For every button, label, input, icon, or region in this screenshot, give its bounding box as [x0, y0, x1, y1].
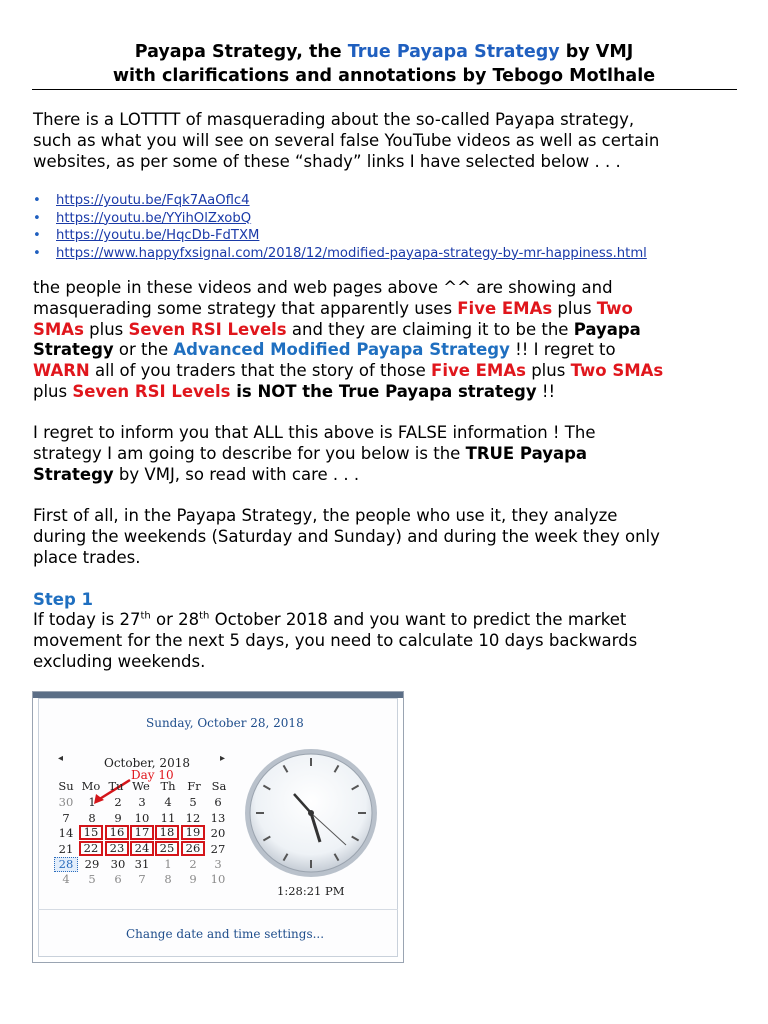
calendar-day[interactable]: 8 — [88, 811, 96, 825]
list-item: • https://youtu.be/YYihOlZxobQ — [33, 210, 252, 226]
analog-clock-icon — [242, 746, 380, 880]
weekday-header: Sa — [211, 779, 227, 793]
weekday-header: Su — [58, 779, 74, 793]
next-month-icon[interactable]: ▸ — [220, 753, 226, 764]
document-title-line2: with clarifications and annotations by Tebogo Motlhale — [112, 66, 656, 86]
list-item: • https://youtu.be/HqcDb-FdTXM — [33, 228, 260, 243]
step-1-paragraph: If today is 27th or 28th October 2018 and you want to predict the market movement for the next 5 days, you need to calculate 10 days backwards excluding weekends. — [33, 610, 638, 671]
calendar-day[interactable]: 5 — [189, 795, 197, 809]
month-label[interactable]: October, 2018 — [104, 756, 190, 770]
calendar-day-highlighted[interactable]: 24 — [130, 841, 154, 856]
calendar-day[interactable]: 10 — [134, 811, 150, 825]
link-happyfxsignal[interactable]: https://www.happyfxsignal.com/2018/12/modified-payapa-strategy-by-mr-happiness.html — [56, 245, 647, 261]
calendar-day-highlighted[interactable]: 26 — [181, 841, 205, 856]
weekday-header: Fr — [187, 779, 201, 793]
calendar-day-today[interactable]: 28 — [54, 857, 78, 872]
weekday-header: We — [132, 779, 150, 793]
calendar-day[interactable]: 30 — [110, 857, 126, 871]
calendar-day-highlighted[interactable]: 16 — [105, 825, 129, 840]
title-highlight: True Payapa Strategy — [347, 42, 560, 62]
calendar-day-highlighted[interactable]: 19 — [181, 825, 205, 840]
calendar-day-highlighted[interactable]: 25 — [155, 841, 179, 856]
calendar-day[interactable]: 2 — [189, 857, 197, 871]
calendar-day[interactable]: 20 — [210, 826, 226, 840]
widget-divider — [38, 909, 398, 910]
calendar-day[interactable]: 1 — [164, 857, 172, 871]
step-1-heading: Step 1 — [33, 590, 93, 609]
calendar-day[interactable]: 3 — [214, 857, 222, 871]
long-date-link[interactable]: Sunday, October 28, 2018 — [146, 716, 304, 730]
calendar-day-highlighted[interactable]: 17 — [130, 825, 154, 840]
calendar-day[interactable]: 31 — [134, 857, 150, 871]
calendar-day[interactable]: 13 — [210, 811, 226, 825]
title-divider — [32, 89, 737, 90]
calendar-day[interactable]: 6 — [114, 872, 122, 886]
calendar-day[interactable]: 11 — [160, 811, 176, 825]
calendar-day[interactable]: 9 — [114, 811, 122, 825]
weekday-header: Th — [160, 779, 176, 793]
change-settings-link[interactable]: Change date and time settings... — [126, 927, 325, 941]
list-item: • https://youtu.be/Fqk7AaOflc4 — [33, 193, 250, 208]
calendar-day[interactable]: 27 — [210, 842, 226, 856]
calendar-day[interactable]: 7 — [138, 872, 146, 886]
calendar-day-highlighted[interactable]: 22 — [79, 841, 103, 856]
calendar-day-highlighted[interactable]: 15 — [79, 825, 103, 840]
day-10-annotation: Day 10 — [131, 768, 174, 782]
intro-paragraph: There is a LOTTTT of masquerading about the so-called Payapa strategy, such as what you will see on several false YouTube videos as well as certain websites, as per some of these “shady” links I have selected below . . . — [33, 110, 660, 171]
calendar-day[interactable]: 14 — [58, 826, 74, 840]
calendar-day[interactable]: 7 — [62, 811, 70, 825]
warning-paragraph: the people in these videos and web pages above ^^ are showing and masquerading some strategy that apparently uses Five EMAs plus Two SMAs plus Seven RSI Levels and they are claiming it to be the Payapa Strategy or the Advanced Modified Payapa Strategy !! I regret to WARN all of you traders that the story of those Five EMAs plus Two SMAs plus Seven RSI Levels is NOT the True Payapa strategy !! — [33, 278, 664, 401]
calendar-day[interactable]: 30 — [58, 795, 74, 809]
link-youtube-2[interactable]: https://youtu.be/YYihOlZxobQ — [56, 210, 252, 226]
regret-paragraph: I regret to inform you that ALL this above is FALSE information ! The strategy I am going to describe for you below is the TRUE Payapa Strategy by VMJ, so read with care . . . — [33, 423, 596, 484]
weekday-header: Tu — [108, 779, 124, 793]
prev-month-icon[interactable]: ◂ — [58, 753, 64, 764]
calendar-day[interactable]: 2 — [114, 795, 122, 809]
link-youtube-3[interactable]: https://youtu.be/HqcDb-FdTXM — [56, 228, 260, 243]
time-readout: 1:28:21 PM — [277, 884, 345, 898]
calendar-day-highlighted[interactable]: 18 — [155, 825, 179, 840]
calendar-day[interactable]: 21 — [58, 842, 74, 856]
calendar-day[interactable]: 6 — [214, 795, 222, 809]
calendar-day[interactable]: 4 — [62, 872, 70, 886]
analysis-paragraph: First of all, in the Payapa Strategy, the people who use it, they analyze during the weekends (Saturday and Sunday) and during the week they only place trades. — [33, 506, 660, 567]
weekday-header: Mo — [81, 779, 101, 793]
list-item: • https://www.happyfxsignal.com/2018/12/modified-payapa-strategy-by-mr-happiness.html — [33, 245, 647, 261]
link-list — [33, 192, 738, 262]
calendar-day[interactable]: 1 — [88, 795, 96, 809]
calendar-day[interactable]: 8 — [164, 872, 172, 886]
calendar-day[interactable]: 4 — [164, 795, 172, 809]
calendar-day[interactable]: 9 — [189, 872, 197, 886]
calendar-day[interactable]: 3 — [138, 795, 146, 809]
calendar-day[interactable]: 5 — [88, 872, 96, 886]
document-title-line1: Payapa Strategy, the True Payapa Strategy by VMJ — [134, 42, 634, 62]
calendar-day[interactable]: 10 — [210, 872, 226, 886]
calendar-day-highlighted[interactable]: 23 — [105, 841, 129, 856]
calendar-day[interactable]: 12 — [185, 811, 201, 825]
calendar-day[interactable]: 29 — [84, 857, 100, 871]
link-youtube-1[interactable]: https://youtu.be/Fqk7AaOflc4 — [56, 193, 250, 208]
